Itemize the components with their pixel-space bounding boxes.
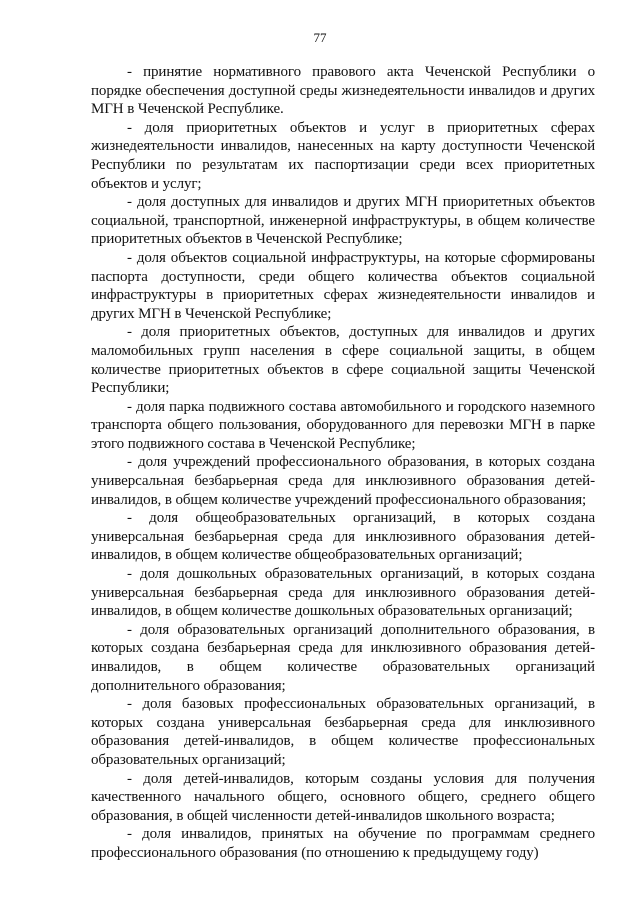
paragraph-social-protection-objects: - доля приоритетных объектов, доступных для инвалидов и других маломобильных групп населения в сфере социальной защиты, в общем количестве приоритетных объектов в сфере социальной защиты Чеченской Республики; — [91, 324, 595, 397]
page-number: 77 — [313, 30, 327, 45]
paragraph-priority-objects-map: - доля приоритетных объектов и услуг в приоритетных сферах жизнедеятельности инвалидов, нанесенных на карту доступности Чеченской Республики по результатам их паспортизации среди всех приоритетных объектов и услуг; — [91, 119, 595, 192]
paragraph-vocational-institutions: - доля учреждений профессионального образования, в которых создана универсальная безбарьерная среда для инклюзивного образования детей-инвалидов, в общем количестве учреждений профессионального образования; — [91, 454, 595, 508]
paragraph-general-education: - доля общеобразовательных организаций, в которых создана универсальная безбарьерная среда для инклюзивного образования детей-инвалидов, в общем количестве общеобразовательных организаций; — [91, 510, 595, 564]
paragraph-additional-education: - доля образовательных организаций дополнительного образования, в которых создана безбарьерная среда для инклюзивного образования детей-инвалидов, в общем количестве образовательных организаций дополнительного образования; — [91, 621, 595, 694]
document-body — [91, 63, 595, 863]
paragraph-transport-fleet: - доля парка подвижного состава автомобильного и городского наземного транспорта общего пользования, оборудованного для перевозки МГН в парке этого подвижного состава в Чеченской Республике; — [91, 398, 595, 452]
paragraph-children-education-conditions: - доля детей-инвалидов, которым созданы условия для получения качественного начального общего, основного общего, среднего общего образования, в общей численности детей-инвалидов школьного возраста; — [91, 770, 595, 824]
paragraph-basic-professional-organizations: - доля базовых профессиональных образовательных организаций, в которых создана универсальная безбарьерная среда для инклюзивного образования детей-инвалидов, в общем количестве профессиональных образовательных организаций; — [91, 696, 595, 768]
paragraph-secondary-professional-enrollment: - доля инвалидов, принятых на обучение по программам среднего профессионального образования (по отношению к предыдущему году) — [91, 826, 595, 861]
paragraph-accessible-infrastructure: - доля доступных для инвалидов и других МГН приоритетных объектов социальной, транспортной, инженерной инфраструктуры, в общем количестве приоритетных объектов в Чеченской Республике; — [91, 194, 595, 248]
paragraph-preschool-education: - доля дошкольных образовательных организаций, в которых создана универсальная безбарьерная среда для инклюзивного образования детей-инвалидов, в общем количестве дошкольных образовательных организаций; — [91, 566, 595, 620]
paragraph-regulatory-act: - принятие нормативного правового акта Чеченской Республики о порядке обеспечения доступной среды жизнедеятельности инвалидов и других МГН в Чеченской Республике. — [91, 64, 595, 118]
paragraph-accessibility-passports: - доля объектов социальной инфраструктуры, на которые сформированы паспорта доступности, среди общего количества объектов социальной инфраструктуры в приоритетных сферах жизнедеятельности инвалидов и других МГН в Чеченской Республике; — [91, 249, 595, 322]
